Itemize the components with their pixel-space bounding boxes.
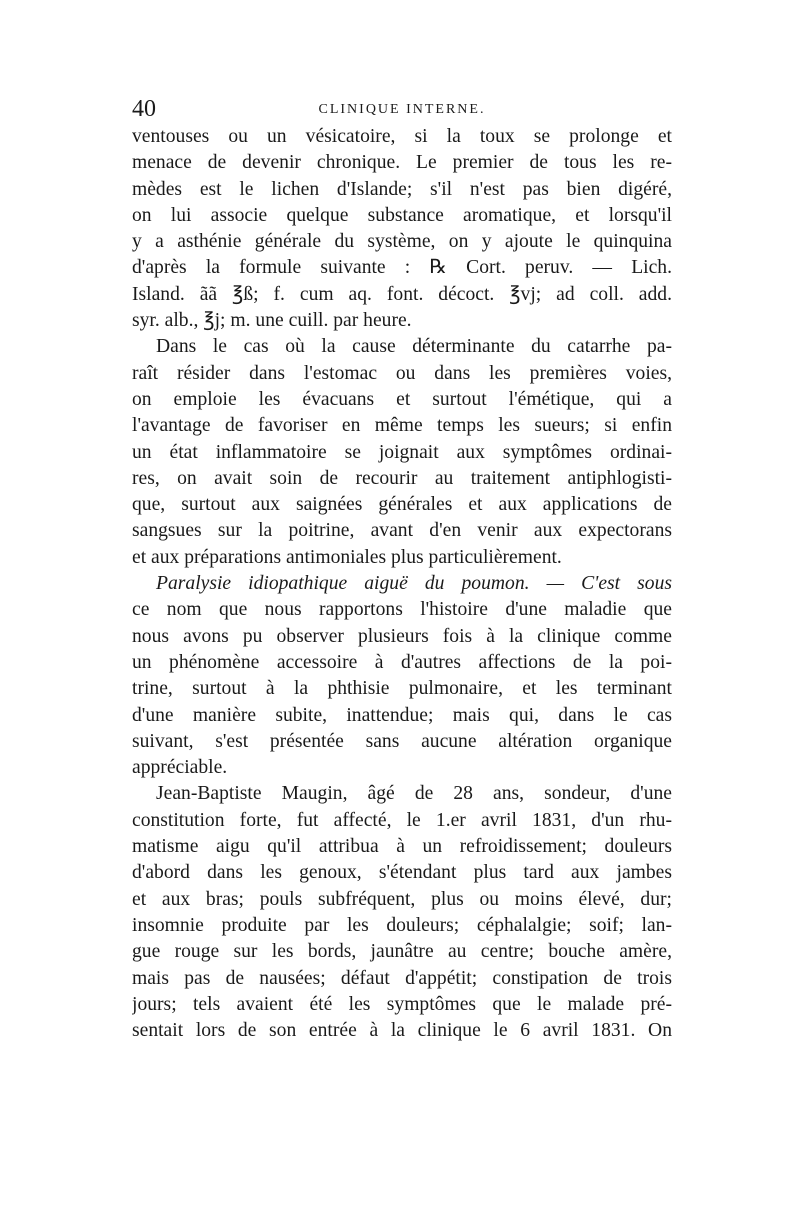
text-line: mais pas de nausées; défaut d'appétit; constipation de trois: [132, 967, 672, 989]
text-line: sentait lors de son entrée à la clinique le 6 avril 1831. On: [132, 1020, 672, 1042]
text-line: et aux préparations antimoniales plus particulièrement.: [132, 546, 562, 568]
text-line: jours; tels avaient été les symptômes que le malade pré-: [132, 993, 672, 1015]
text-line: ce nom que nous rapportons l'histoire d'une maladie que: [132, 599, 672, 621]
text-line: un état inflammatoire se joignait aux symptômes ordinai-: [132, 441, 672, 463]
text-line: menace de devenir chronique. Le premier de tous les re-: [132, 152, 672, 174]
text-line: y a asthénie générale du système, on y ajoute le quinquina: [132, 231, 672, 253]
page-header: [132, 94, 672, 124]
text-line: matisme aigu qu'il attribua à un refroidissement; douleurs: [132, 836, 672, 858]
text-line: Dans le cas où la cause déterminante du catarrhe pa-: [156, 336, 672, 358]
text-line: constitution forte, fut affecté, le 1.er avril 1831, d'un rhu-: [132, 809, 672, 831]
text-line: d'une manière subite, inattendue; mais qui, dans le cas: [132, 704, 672, 726]
text-line: trine, surtout à la phthisie pulmonaire, et les terminant: [132, 678, 672, 700]
text-line: que, surtout aux saignées générales et aux applications de: [132, 494, 672, 516]
text-line: l'avantage de favoriser en même temps les sueurs; si enfin: [132, 415, 672, 437]
text-line: raît résider dans l'estomac ou dans les premières voies,: [132, 362, 672, 384]
page-number: 40: [132, 96, 156, 122]
text-line: Island. ãã ℥ß; f. cum aq. font. décoct. ℥vj; ad coll. add.: [132, 283, 672, 305]
text-line: et aux bras; pouls subfréquent, plus ou moins élevé, dur;: [132, 888, 672, 910]
text-line: sangsues sur la poitrine, avant d'en venir aux expectorans: [132, 520, 672, 542]
text-line: mèdes est le lichen d'Islande; s'il n'est pas bien digéré,: [132, 178, 672, 200]
running-head: CLINIQUE INTERNE.: [318, 102, 486, 117]
body-text: [132, 124, 672, 1044]
text-line: on lui associe quelque substance aromatique, et lorsqu'il: [132, 204, 672, 226]
section-heading-line: Paralysie idiopathique aiguë du poumon. — C'est sous: [156, 573, 672, 595]
text-line: nous avons pu observer plusieurs fois à la clinique comme: [132, 625, 672, 647]
text-line: suivant, s'est présentée sans aucune altération organique: [132, 730, 672, 752]
text-line: on emploie les évacuans et surtout l'émétique, qui a: [132, 388, 672, 410]
text-line: syr. alb., ℥j; m. une cuill. par heure.: [132, 310, 412, 332]
text-line: d'après la formule suivante : ℞ Cort. peruv. — Lich.: [132, 257, 672, 279]
text-line: appréciable.: [132, 757, 228, 779]
text-line: insomnie produite par les douleurs; céphalalgie; soif; lan-: [132, 914, 672, 936]
text-line: res, on avait soin de recourir au traitement antiphlogisti-: [132, 467, 672, 489]
text-line: d'abord dans les genoux, s'étendant plus tard aux jambes: [132, 862, 672, 884]
text-line: Jean-Baptiste Maugin, âgé de 28 ans, sondeur, d'une: [156, 783, 672, 805]
text-line: ventouses ou un vésicatoire, si la toux se prolonge et: [132, 126, 672, 147]
text-line: un phénomène accessoire à d'autres affections de la poi-: [132, 651, 672, 673]
text-line: gue rouge sur les bords, jaunâtre au centre; bouche amère,: [132, 941, 672, 963]
